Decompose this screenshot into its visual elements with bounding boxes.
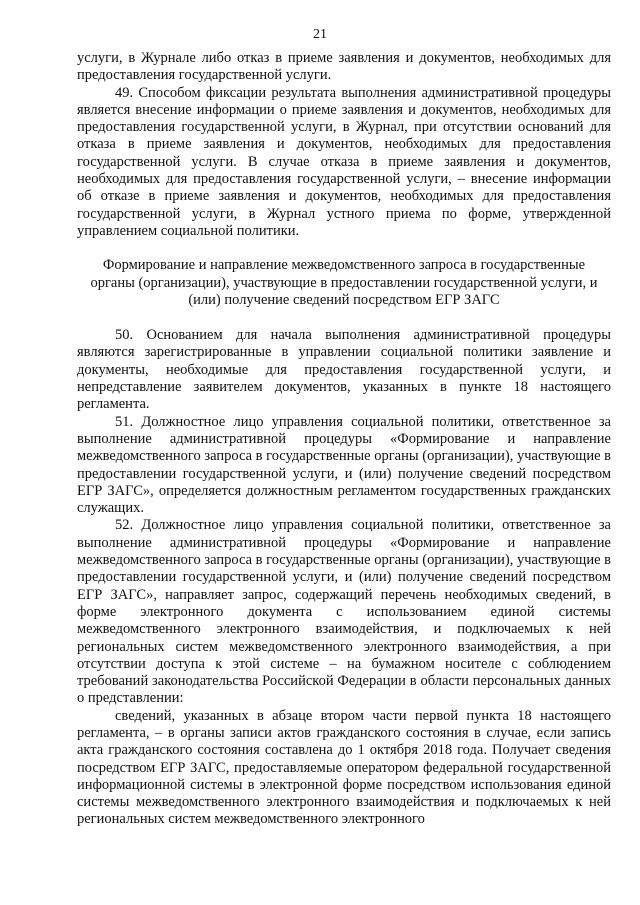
section-heading: Формирование и направление межведомственного запроса в государственные органы (организации), участвующие в предоставлении государственной услуги, и (или) получение сведений посредством ЕГР ЗАГС xyxy=(90,257,598,308)
paragraph-49: 49. Способом фиксации результата выполнения административной процедуры является внесение информации о приеме заявления и документов, необходимых для предоставления государственной услуги, в Журнал, при отсутствии оснований для отказа в приеме заявления и документов, необходимых для предоставления государственной услуги. В случае отказа в приеме заявления и документов, необходимых для предоставления государственной услуги, – внесение информации об отказе в приеме заявления и документов, необходимых для предоставления государственной услуги, в Журнал устного приема по форме, утвержденной управлением социальной политики. xyxy=(77,84,611,239)
paragraph-51: 51. Должностное лицо управления социальной политики, ответственное за выполнение административной процедуры «Формирование и направление межведомственного запроса в государственные органы (организации), участвующие в предоставлении государственной услуги, и (или) получение сведений посредством ЕГР ЗАГС», определяется должностным регламентом государственных гражданских служащих. xyxy=(77,413,612,517)
document-body xyxy=(77,50,611,829)
paragraph-52-item: сведений, указанных в абзаце втором части первой пункта 18 настоящего регламента, – в органы записи актов гражданского состояния в случае, если запись акта гражданского состояния составлена до 1 октября 2018 года. Получает сведения посредством ЕГР ЗАГС, предоставляемые оператором федеральной государственной информационной системы в электронной форме посредством использования единой системы межведомственного электронного взаимодействия и подключаемых к ней региональных систем межведомственного электронного xyxy=(77,707,611,828)
paragraph-50: 50. Основанием для начала выполнения административной процедуры являются зарегистрированные в управлении социальной политики заявление и документы, необходимые для предоставления государственной услуги, и непредставление заявителем документов, указанных в пункте 18 настоящего регламента. xyxy=(77,327,611,413)
paragraph-continuation: услуги, в Журнале либо отказ в приеме заявления и документов, необходимых для предоставления государственной услуги. xyxy=(77,50,611,84)
page-number: 21 xyxy=(313,27,327,42)
paragraph-52: 52. Должностное лицо управления социальной политики, ответственное за выполнение административной процедуры «Формирование и направление межведомственного запроса в государственные органы (организации), участвующие в предоставлении государственной услуги, и (или) получение сведений посредством ЕГР ЗАГС», направляет запрос, содержащий перечень необходимых сведений, в форме электронного документа с использованием единой системы межведомственного электронного взаимодействия, и подключаемых к ней региональных систем межведомственного электронного взаимодействия, а при отсутствии доступа к этой системе – на бумажном носителе с соблюдением требований законодательства Российской Федерации в области персональных данных о представлении: xyxy=(77,517,612,707)
